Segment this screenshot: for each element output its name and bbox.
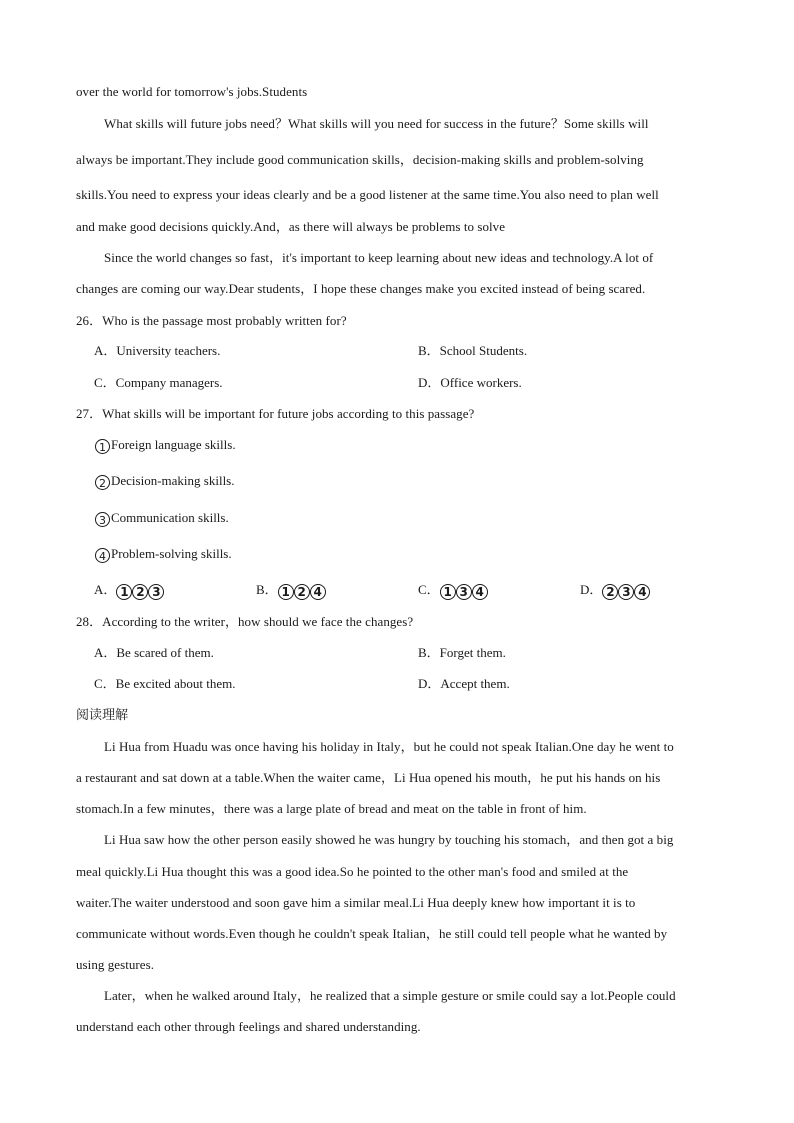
option-label: D． xyxy=(580,582,603,597)
option-label: B． xyxy=(256,582,278,597)
question-26-option-a[interactable]: A．University teachers. xyxy=(94,343,221,358)
passage2-line-9: Later，when he walked around Italy，he realized that a simple gesture or smile could say a lot.People could xyxy=(104,988,676,1003)
circled-number: 4 xyxy=(95,548,110,563)
section-heading: 阅读理解 xyxy=(76,708,129,723)
passage1-line-1: over the world for tomorrow's jobs.Students xyxy=(76,84,308,99)
passage1-line-3: always be important.They include good communication skills，decision-making skills and problem-solving xyxy=(76,152,644,167)
passage1-line-6: Since the world changes so fast，it's important to keep learning about new ideas and technology.A lot of xyxy=(104,250,654,265)
option-label: C． xyxy=(418,582,440,597)
question-28-stem: 28．According to the writer，how should we face the changes? xyxy=(76,614,414,629)
circled-number: 1 xyxy=(95,439,110,454)
passage2-line-3: stomach.In a few minutes，there was a large plate of bread and meat on the table in front of him. xyxy=(76,801,587,816)
circled-number: 4 xyxy=(310,584,326,600)
question-28-option-b[interactable]: B．Forget them. xyxy=(418,645,506,660)
circled-number: 1 xyxy=(440,584,456,600)
question-27-option-c[interactable] xyxy=(418,582,488,600)
question-26-option-d[interactable]: D．Office workers. xyxy=(418,375,522,390)
passage2-line-8: using gestures. xyxy=(76,957,155,972)
passage1-line-2: What skills will future jobs need？What skills will you need for success in the future？Some skills will xyxy=(104,116,649,131)
question-27-stem: 27．What skills will be important for future jobs according to this passage? xyxy=(76,406,475,421)
passage2-line-5: meal quickly.Li Hua thought this was a good idea.So he pointed to the other man's food and smiled at the xyxy=(76,864,629,879)
question-27-option-a[interactable] xyxy=(94,582,164,600)
passage2-line-7: communicate without words.Even though he couldn't speak Italian，he still could tell people what he wanted by xyxy=(76,926,668,941)
circled-number: 4 xyxy=(472,584,488,600)
passage2-line-1: Li Hua from Huadu was once having his holiday in Italy，but he could not speak Italian.One day he went to xyxy=(104,739,674,754)
item-text: Foreign language skills. xyxy=(111,437,236,452)
item-text: Decision-making skills. xyxy=(111,473,235,488)
passage1-line-7: changes are coming our way.Dear students，I hope these changes make you excited instead of being scared. xyxy=(76,281,646,296)
item-text: Problem-solving skills. xyxy=(111,546,232,561)
circled-number: 3 xyxy=(618,584,634,600)
circled-number: 2 xyxy=(132,584,148,600)
passage1-line-4: skills.You need to express your ideas clearly and be a good listener at the same time.You also need to plan well xyxy=(76,187,659,202)
circled-number: 3 xyxy=(456,584,472,600)
circled-number: 3 xyxy=(148,584,164,600)
question-27-item-4 xyxy=(95,546,232,563)
question-26-option-b[interactable]: B．School Students. xyxy=(418,343,528,358)
item-text: Communication skills. xyxy=(111,510,229,525)
question-27-option-d[interactable] xyxy=(580,582,650,600)
question-26-option-c[interactable]: C．Company managers. xyxy=(94,375,223,390)
question-28-option-a[interactable]: A．Be scared of them. xyxy=(94,645,214,660)
circled-number: 4 xyxy=(634,584,650,600)
passage1-line-5: and make good decisions quickly.And，as there will always be problems to solve xyxy=(76,219,506,234)
option-label: A． xyxy=(94,582,117,597)
passage2-line-4: Li Hua saw how the other person easily showed he was hungry by touching his stomach，and then got a big xyxy=(104,832,674,847)
circled-number: 3 xyxy=(95,512,110,527)
question-27-item-2 xyxy=(95,473,235,490)
circled-number: 2 xyxy=(294,584,310,600)
circled-number: 1 xyxy=(116,584,132,600)
question-27-item-1 xyxy=(95,437,236,454)
question-27-option-b[interactable] xyxy=(256,582,326,600)
passage2-line-2: a restaurant and sat down at a table.When the waiter came，Li Hua opened his mouth，he put his hands on his xyxy=(76,770,661,785)
passage2-line-10: understand each other through feelings and shared understanding. xyxy=(76,1019,421,1034)
circled-number: 1 xyxy=(278,584,294,600)
circled-number: 2 xyxy=(602,584,618,600)
question-28-option-c[interactable]: C．Be excited about them. xyxy=(94,676,236,691)
question-27-item-3 xyxy=(95,510,229,527)
question-26-stem: 26．Who is the passage most probably written for? xyxy=(76,313,347,328)
circled-number: 2 xyxy=(95,475,110,490)
passage2-line-6: waiter.The waiter understood and soon gave him a similar meal.Li Hua deeply knew how important it is to xyxy=(76,895,636,910)
question-28-option-d[interactable]: D．Accept them. xyxy=(418,676,510,691)
